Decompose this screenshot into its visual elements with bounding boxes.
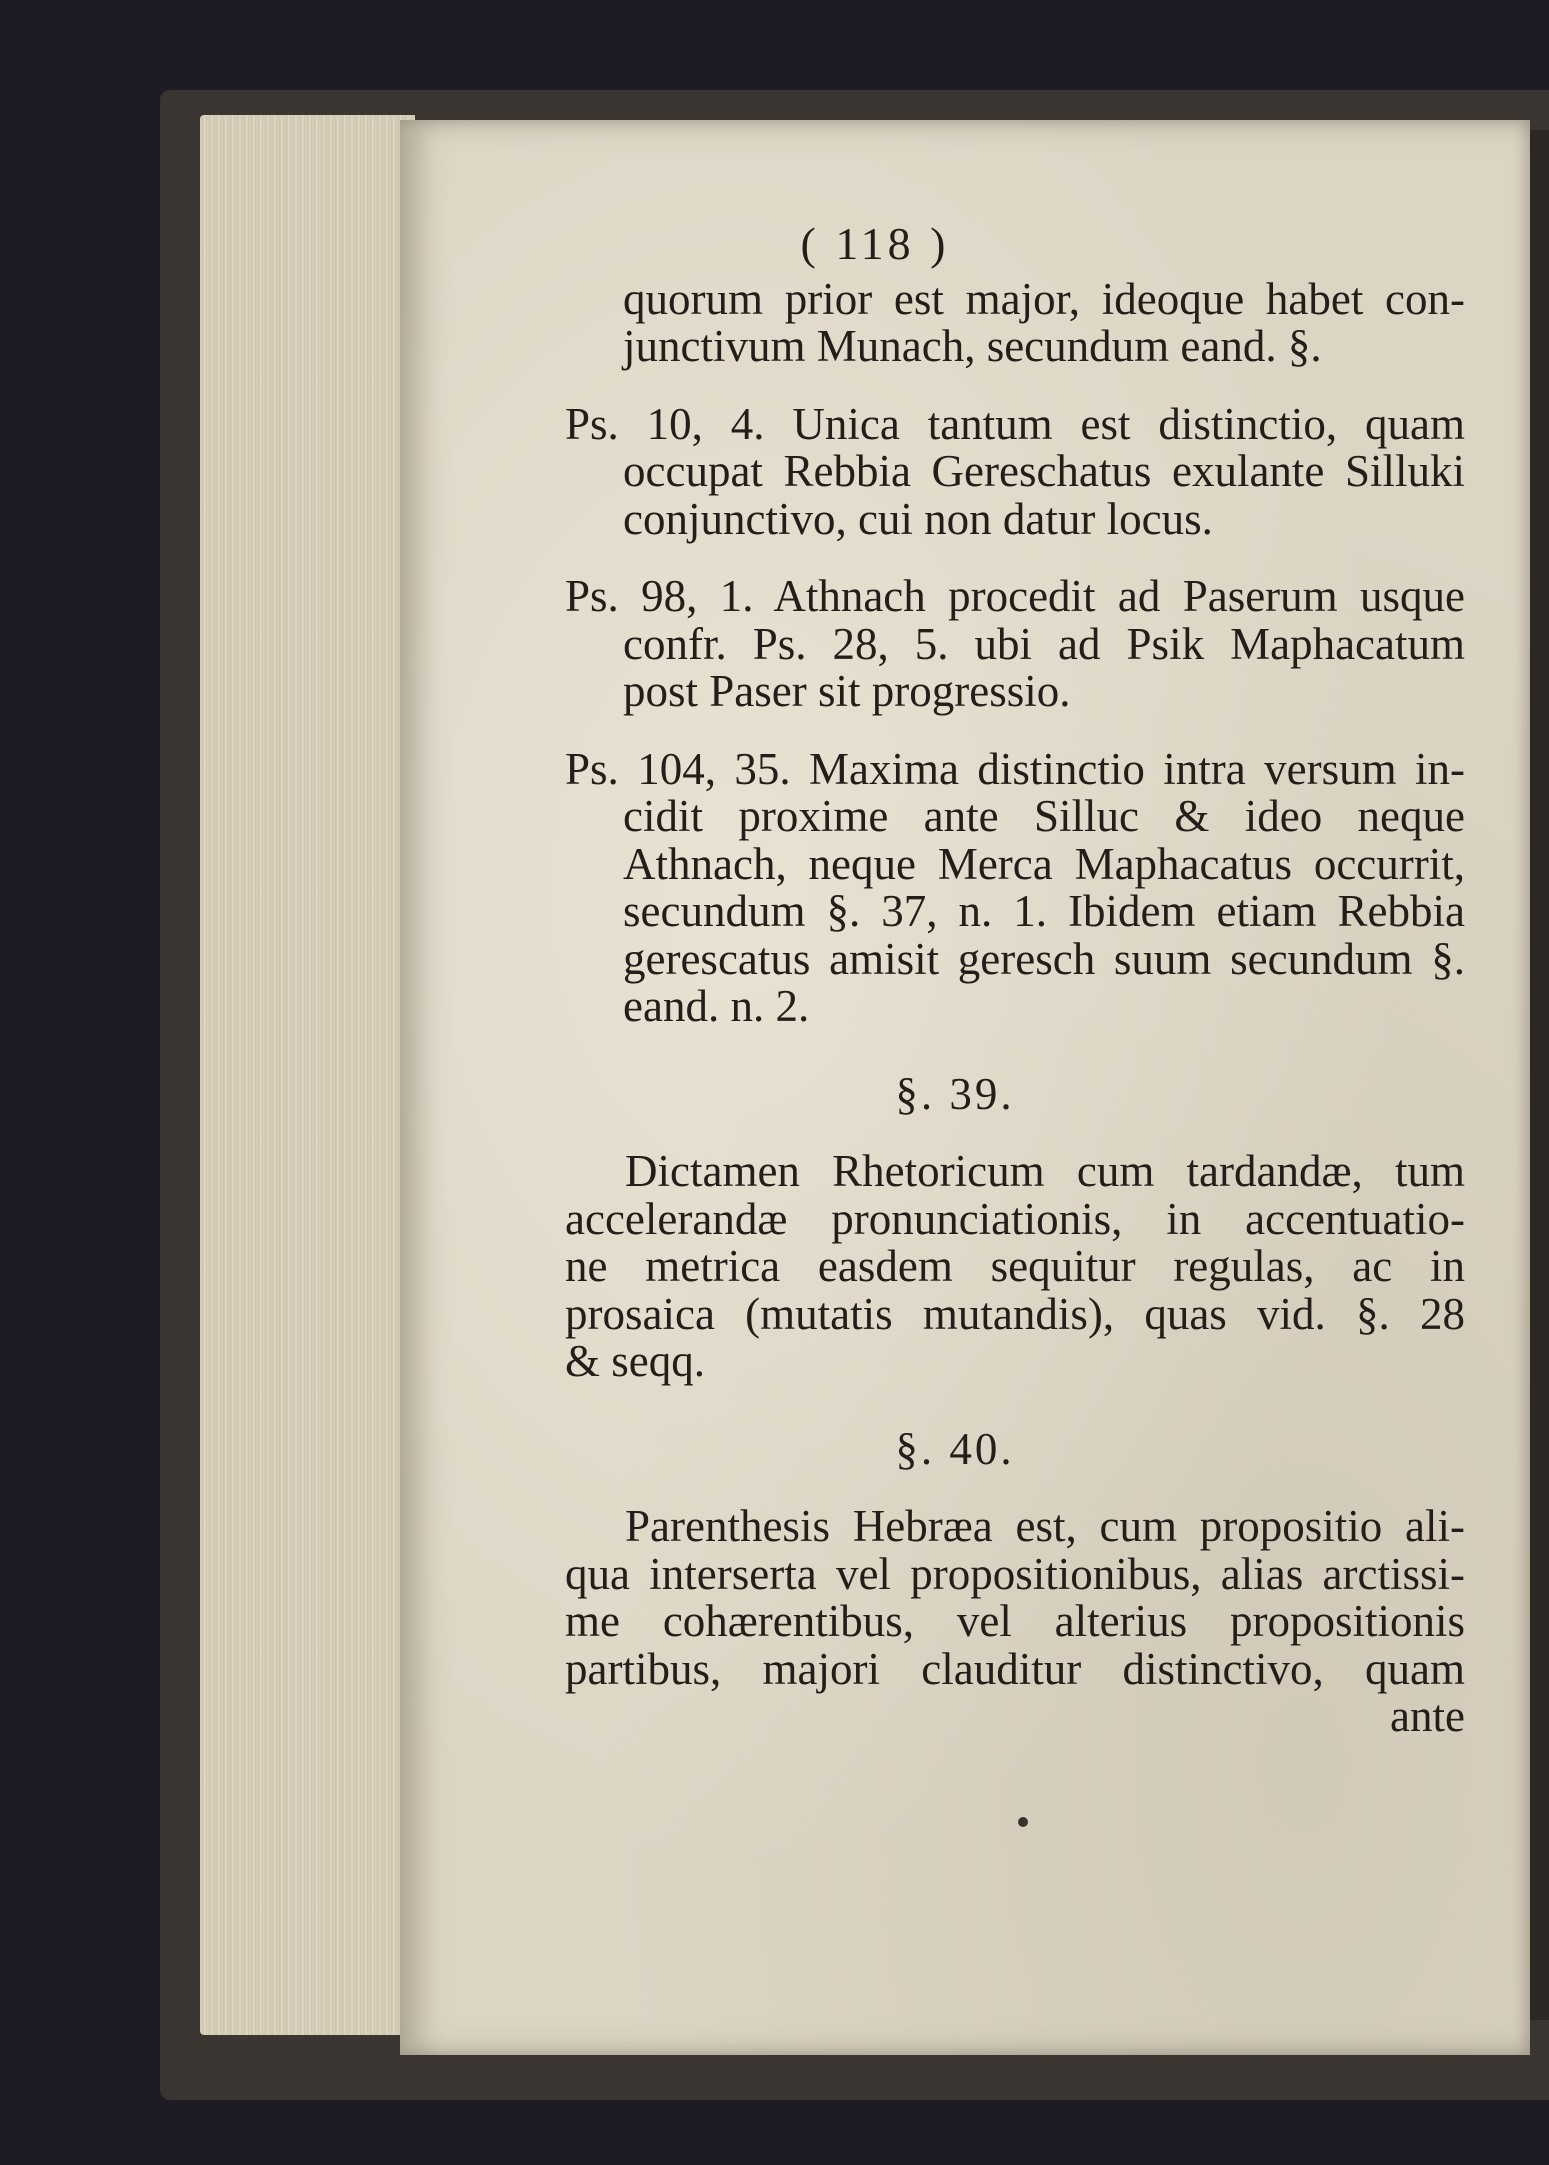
catchword: ante xyxy=(1390,1691,1465,1741)
section-heading-40: §. 40. xyxy=(895,1423,1015,1474)
text-line: accelerandæ pronunciationis, in accentuatio- xyxy=(565,1193,1465,1244)
psalm-note-10 xyxy=(565,398,1465,544)
text-line: confr. Ps. 28, 5. ubi ad Psik Maphacatum xyxy=(623,618,1465,669)
intro-paragraph xyxy=(565,273,1465,371)
text-line: ne metrica easdem sequitur regulas, ac in xyxy=(565,1241,1465,1291)
text-line: Parenthesis Hebræa est, cum propositio ali- xyxy=(625,1501,1465,1551)
psalm-note-98 xyxy=(565,573,1465,716)
text-line: junctivum Munach, secundum eand. §. xyxy=(623,321,1322,371)
text-line: & seqq. xyxy=(565,1336,705,1386)
text-line: occupat Rebbia Gereschatus exulante Silluki xyxy=(623,446,1465,496)
text-line: Ps. 98, 1. Athnach procedit ad Paserum usque xyxy=(565,571,1465,621)
section-40-paragraph xyxy=(565,1503,1465,1693)
psalm-note-104 xyxy=(565,743,1465,1031)
text-line: secundum §. 37, n. 1. Ibidem etiam Rebbia xyxy=(623,886,1465,936)
text-line: me cohærentibus, vel alterius propositionis xyxy=(565,1596,1465,1646)
text-line: partibus, majori clauditur distinctivo, quam xyxy=(565,1643,1465,1694)
text-line: cidit proxime ante Silluc & ideo neque xyxy=(623,791,1465,841)
page-edges xyxy=(200,115,415,2035)
section-39-paragraph xyxy=(565,1148,1465,1386)
text-line: Ps. 104, 35. Maxima distinctio intra versum in- xyxy=(565,743,1465,794)
text-line: qua interserta vel propositionibus, alias arctissi- xyxy=(565,1548,1465,1599)
text-line: quorum prior est major, ideoque habet con- xyxy=(623,273,1465,324)
text-line: Ps. 10, 4. Unica tantum est distinctio, quam xyxy=(565,398,1465,449)
ink-spot xyxy=(1018,1817,1028,1827)
section-heading-39: §. 39. xyxy=(895,1068,1015,1119)
text-line: post Paser sit progressio. xyxy=(623,666,1071,716)
text-line: eand. n. 2. xyxy=(623,981,810,1031)
text-line: Dictamen Rhetoricum cum tardandæ, tum xyxy=(625,1146,1465,1196)
text-line: conjunctivo, cui non datur locus. xyxy=(623,493,1213,544)
text-line: gerescatus amisit geresch suum secundum §. xyxy=(623,933,1465,984)
text-line: prosaica (mutatis mutandis), quas vid. §. 28 xyxy=(565,1288,1465,1339)
text-line: Athnach, neque Merca Maphacatus occurrit, xyxy=(623,838,1465,889)
page-header: ( 118 ) xyxy=(800,218,950,269)
page-text xyxy=(565,220,1465,1741)
